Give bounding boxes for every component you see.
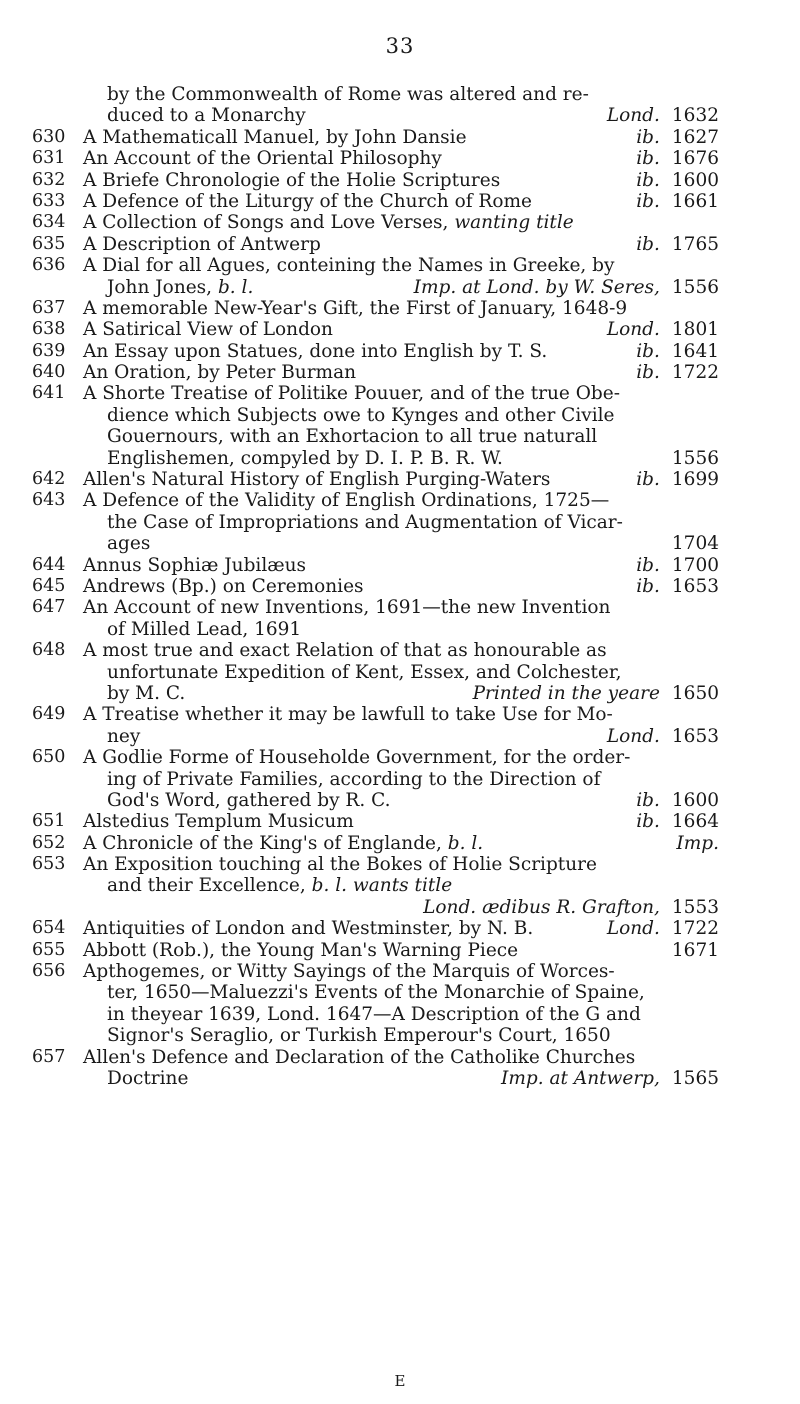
imprint-year: 1722 xyxy=(671,362,719,384)
signature-mark: E xyxy=(394,1372,406,1390)
entry-title-text: ney xyxy=(107,725,141,747)
entry-number: 638 xyxy=(32,319,66,340)
entry-title-text: Allen's Natural History of English Purging-Waters xyxy=(83,469,551,491)
catalogue-entry xyxy=(0,597,800,640)
entry-line xyxy=(0,1047,800,1068)
entry-title-text: Doctrine xyxy=(107,1067,189,1089)
entry-title xyxy=(83,191,532,212)
entry-number: 633 xyxy=(32,190,66,211)
entry-line xyxy=(0,811,800,832)
entry-line xyxy=(0,683,800,704)
imprint-place: ib. xyxy=(636,233,660,255)
entry-title-text: A Shorte Treatise of Politike Pouuer, and of the true Obe- xyxy=(83,383,620,405)
entry-title xyxy=(83,170,500,191)
entry-line xyxy=(0,918,800,939)
catalogue-entry xyxy=(0,170,800,191)
entry-line xyxy=(0,170,800,191)
imprint-year: 1671 xyxy=(671,939,719,961)
imprint-place: ib. xyxy=(636,190,660,212)
entry-line xyxy=(0,982,800,1003)
entry-title-text: and their Excellence, xyxy=(107,875,306,897)
entry-number: 652 xyxy=(32,832,66,853)
entry-imprint xyxy=(423,897,719,918)
entry-imprint xyxy=(636,362,719,383)
imprint-place: ib. xyxy=(636,469,660,491)
entry-title-text: of Milled Lead, 1691 xyxy=(107,618,302,640)
imprint-place: ib. xyxy=(636,789,660,811)
entry-line xyxy=(0,662,800,683)
imprint-year: 1627 xyxy=(671,126,719,148)
entry-title xyxy=(107,512,623,533)
imprint-place: Lond. xyxy=(606,105,660,127)
imprint-year: 1676 xyxy=(671,148,719,170)
entry-title xyxy=(107,1068,188,1089)
entry-line xyxy=(0,833,800,854)
entry-line xyxy=(0,319,800,340)
entry-number: 643 xyxy=(32,490,66,511)
entry-line xyxy=(0,426,800,447)
imprint-year: 1650 xyxy=(671,682,719,704)
imprint-place: Lond. xyxy=(606,319,660,341)
entry-title xyxy=(107,619,301,640)
entry-number: 631 xyxy=(32,148,66,169)
entry-line xyxy=(0,726,800,747)
entry-imprint xyxy=(636,811,719,832)
entry-line xyxy=(0,555,800,576)
entry-title xyxy=(83,747,630,768)
entry-line xyxy=(0,490,800,511)
entry-number: 632 xyxy=(32,169,66,190)
entry-line xyxy=(0,640,800,661)
entry-imprint xyxy=(636,127,719,148)
entry-title-text: A Defence of the Liturgy of the Church of Rome xyxy=(83,190,532,212)
entry-title xyxy=(83,640,607,661)
entry-title-text: An Account of new Inventions, 1691—the new Invention xyxy=(83,597,611,619)
catalogue-entry xyxy=(0,555,800,576)
entry-title xyxy=(107,533,150,554)
entry-title-text: A Collection of Songs and Love Verses, xyxy=(83,212,449,234)
entry-title xyxy=(83,255,614,276)
entry-title xyxy=(107,1025,611,1046)
entry-title xyxy=(83,469,550,490)
entry-title-text: A memorable New-Year's Gift, the First of January, 1648-9 xyxy=(83,297,628,319)
entry-number: 649 xyxy=(32,704,66,725)
entry-number: 636 xyxy=(32,255,66,276)
entry-imprint xyxy=(636,191,719,212)
entry-line xyxy=(0,298,800,319)
entry-number: 648 xyxy=(32,640,66,661)
imprint-year: 1765 xyxy=(671,233,719,255)
entry-number: 655 xyxy=(32,939,66,960)
entry-line xyxy=(0,769,800,790)
entry-line xyxy=(0,961,800,982)
entry-imprint xyxy=(676,833,719,854)
catalogue-entry xyxy=(0,854,800,918)
entry-line xyxy=(0,704,800,725)
entry-line xyxy=(0,597,800,618)
entry-title-text: ter, 1650—Maluezzi's Events of the Monarchie of Spaine, xyxy=(107,982,645,1004)
entry-number: 639 xyxy=(32,340,66,361)
entry-title xyxy=(107,769,600,790)
imprint-year: 1565 xyxy=(671,1067,719,1089)
entry-line xyxy=(0,940,800,961)
imprint-place: Lond. xyxy=(606,918,660,940)
entry-line xyxy=(0,1004,800,1025)
entry-title xyxy=(83,127,467,148)
entry-title-text: Apthogemes, or Witty Sayings of the Marquis of Worces- xyxy=(83,961,615,983)
entry-imprint xyxy=(660,533,719,554)
entry-line xyxy=(0,1025,800,1046)
catalogue-entry xyxy=(0,255,800,298)
entry-line xyxy=(0,448,800,469)
entry-line xyxy=(0,533,800,554)
imprint-place: Imp. xyxy=(676,832,719,854)
imprint-place: ib. xyxy=(636,169,660,191)
imprint-year: 1722 xyxy=(671,918,719,940)
catalogue-entry xyxy=(0,833,800,854)
catalogue-entry xyxy=(0,191,800,212)
catalogue-entry xyxy=(0,747,800,811)
entry-title xyxy=(107,448,503,469)
imprint-place: ib. xyxy=(636,575,660,597)
catalogue-entry xyxy=(0,319,800,340)
entry-number: 640 xyxy=(32,362,66,383)
imprint-year: 1704 xyxy=(671,533,719,555)
entry-title-text: Antiquities of London and Westminster, by N. B. xyxy=(83,918,534,940)
entry-title xyxy=(83,961,615,982)
entry-number: 653 xyxy=(32,854,66,875)
entry-title xyxy=(83,833,483,854)
entry-title xyxy=(107,662,622,683)
entry-title xyxy=(107,982,645,1003)
catalogue-entry xyxy=(0,918,800,939)
entry-title-text: the Case of Impropriations and Augmentation of Vicar- xyxy=(107,511,623,533)
entry-title-text: An Oration, by Peter Burman xyxy=(83,362,357,384)
catalogue-entry xyxy=(0,469,800,490)
entry-line xyxy=(0,234,800,255)
imprint-place: Imp. at Lond. by W. Seres, xyxy=(413,276,660,298)
entry-number: 642 xyxy=(32,469,66,490)
entry-title xyxy=(107,726,140,747)
entry-title xyxy=(83,940,518,961)
imprint-year: 1653 xyxy=(671,725,719,747)
entry-title-text: A Mathematicall Manuel, by John Dansie xyxy=(83,126,467,148)
entry-line xyxy=(0,84,800,105)
entry-title xyxy=(107,1004,641,1025)
catalogue-entry xyxy=(0,362,800,383)
entry-line xyxy=(0,619,800,640)
entry-number: 637 xyxy=(32,297,66,318)
entry-note: b. l. xyxy=(217,276,254,298)
entry-title-text: A Chronicle of the King's of Englande, xyxy=(83,832,442,854)
entry-title-text: A Briefe Chronologie of the Holie Scriptures xyxy=(83,169,501,191)
catalogue-entry xyxy=(0,940,800,961)
entry-imprint xyxy=(636,555,719,576)
entry-imprint xyxy=(473,683,719,704)
entry-line xyxy=(0,854,800,875)
imprint-year: 1632 xyxy=(671,105,719,127)
entry-line xyxy=(0,875,800,896)
entry-imprint xyxy=(636,341,719,362)
entry-line xyxy=(0,897,800,918)
entry-title-text: Annus Sophiæ Jubilæus xyxy=(83,554,307,576)
catalogue-entry xyxy=(0,704,800,747)
entry-title-text: by M. C. xyxy=(107,682,186,704)
entry-title xyxy=(107,875,452,896)
entry-line xyxy=(0,469,800,490)
entry-title xyxy=(83,148,442,169)
entry-title-text: in theyear 1639, Lond. 1647—A Description of the G and xyxy=(107,1003,641,1025)
entry-number: 630 xyxy=(32,126,66,147)
entry-title-text: A Treatise whether it may be lawfull to take Use for Mo- xyxy=(83,704,613,726)
entry-title-text: God's Word, gathered by R. C. xyxy=(107,789,391,811)
entry-title-text: by the Commonwealth of Rome was altered and re- xyxy=(107,84,589,105)
imprint-place: ib. xyxy=(636,148,660,170)
imprint-place: ib. xyxy=(636,554,660,576)
entry-title-text: ages xyxy=(107,533,151,555)
entry-title xyxy=(83,576,364,597)
entry-title xyxy=(83,319,333,340)
entry-title xyxy=(107,405,614,426)
entry-line xyxy=(0,255,800,276)
entry-line xyxy=(0,383,800,404)
entry-title-text: A Defence of the Validity of English Ordinations, 1725— xyxy=(83,490,610,512)
entry-imprint xyxy=(636,148,719,169)
entry-title-text: Abbott (Rob.), the Young Man's Warning Piece xyxy=(83,939,519,961)
entry-title-text: Gouernours, with an Exhortacion to all true naturall xyxy=(107,426,598,448)
imprint-year: 1664 xyxy=(671,811,719,833)
entry-title xyxy=(83,918,533,939)
imprint-year: 1641 xyxy=(671,340,719,362)
catalogue-entry xyxy=(0,640,800,704)
entry-title-text: Andrews (Bp.) on Ceremonies xyxy=(83,575,364,597)
entry-line xyxy=(0,148,800,169)
entry-title xyxy=(107,105,306,126)
entry-number: 656 xyxy=(32,961,66,982)
catalogue-entry xyxy=(0,127,800,148)
entry-title xyxy=(107,426,597,447)
entry-number: 641 xyxy=(32,383,66,404)
catalogue-entry xyxy=(0,383,800,469)
entry-imprint xyxy=(636,170,719,191)
imprint-place: Lond. ædibus R. Grafton, xyxy=(423,896,660,918)
entry-number: 644 xyxy=(32,554,66,575)
imprint-place: ib. xyxy=(636,126,660,148)
catalogue-entry xyxy=(0,84,800,127)
entry-title xyxy=(83,597,610,618)
entry-line xyxy=(0,277,800,298)
entry-line xyxy=(0,405,800,426)
entry-title xyxy=(83,298,627,319)
entry-line xyxy=(0,105,800,126)
entry-note: b. l. wants title xyxy=(311,875,453,897)
imprint-year: 1653 xyxy=(671,575,719,597)
imprint-place: ib. xyxy=(636,340,660,362)
entry-line xyxy=(0,341,800,362)
entry-title-text: Englishemen, compyled by D. I. P. B. R. W. xyxy=(107,447,503,469)
entry-title-text: A Godlie Forme of Householde Government, for the order- xyxy=(83,747,631,769)
entry-title xyxy=(83,811,354,832)
entry-number: 657 xyxy=(32,1046,66,1067)
entry-line xyxy=(0,747,800,768)
entry-imprint xyxy=(607,726,719,747)
entry-imprint xyxy=(414,277,719,298)
entry-title xyxy=(83,234,321,255)
catalogue-entry xyxy=(0,234,800,255)
entry-title xyxy=(83,362,356,383)
entry-line xyxy=(0,576,800,597)
entry-title xyxy=(83,555,306,576)
imprint-year: 1600 xyxy=(671,169,719,191)
entry-title-text: A Dial for all Agues, conteining the Names in Greeke, by xyxy=(83,255,615,277)
catalogue-entry xyxy=(0,490,800,554)
entry-title-text: Allen's Defence and Declaration of the Catholike Churches xyxy=(83,1046,636,1068)
entry-imprint xyxy=(660,448,719,469)
entry-line xyxy=(0,212,800,233)
entry-title xyxy=(83,704,613,725)
entry-line xyxy=(0,1068,800,1089)
entry-title xyxy=(83,1047,635,1068)
entry-number: 635 xyxy=(32,233,66,254)
catalogue-entry xyxy=(0,811,800,832)
imprint-place: Lond. xyxy=(606,725,660,747)
imprint-year: 1600 xyxy=(671,789,719,811)
entry-title xyxy=(83,341,547,362)
entry-title-text: Signor's Seraglio, or Turkish Emperour's Court, 1650 xyxy=(107,1025,611,1047)
entry-number: 647 xyxy=(32,597,66,618)
entry-line xyxy=(0,127,800,148)
catalogue-entry xyxy=(0,1047,800,1090)
entry-title xyxy=(83,854,597,875)
entry-line xyxy=(0,191,800,212)
imprint-place: Imp. at Antwerp, xyxy=(501,1067,660,1089)
entry-title xyxy=(107,790,391,811)
entry-number: 645 xyxy=(32,575,66,596)
imprint-year: 1553 xyxy=(671,896,719,918)
page-number: 33 xyxy=(385,34,415,58)
entry-title-text: A Satirical View of London xyxy=(83,319,333,341)
imprint-place: ib. xyxy=(636,811,660,833)
entry-title-text: An Account of the Oriental Philosophy xyxy=(83,148,442,170)
entry-title-text: ing of Private Families, according to the Direction of xyxy=(107,768,601,790)
imprint-place: ib. xyxy=(636,362,660,384)
entry-title-text: duced to a Monarchy xyxy=(107,105,306,127)
entry-title-text: A most true and exact Relation of that as honourable as xyxy=(83,640,607,662)
entry-title xyxy=(107,84,589,105)
entry-note: wanting title xyxy=(454,212,574,234)
catalogue-entry xyxy=(0,576,800,597)
imprint-year: 1700 xyxy=(671,554,719,576)
entry-imprint xyxy=(607,918,719,939)
entry-line xyxy=(0,362,800,383)
entry-imprint xyxy=(636,234,719,255)
entry-note: b. l. xyxy=(447,832,484,854)
entry-imprint xyxy=(636,576,719,597)
entry-title xyxy=(83,212,574,233)
entry-number: 650 xyxy=(32,747,66,768)
catalogue-entry xyxy=(0,148,800,169)
entry-title-text: A Description of Antwerp xyxy=(83,233,321,255)
entry-number: 654 xyxy=(32,918,66,939)
entry-title xyxy=(107,277,253,298)
entry-imprint xyxy=(607,105,719,126)
entry-title-text: unfortunate Expedition of Kent, Essex, and Colchester, xyxy=(107,661,622,683)
entry-line xyxy=(0,512,800,533)
entry-title-text: John Jones, xyxy=(107,276,213,298)
entry-imprint xyxy=(501,1068,719,1089)
catalogue-entry xyxy=(0,961,800,1047)
catalogue-entry xyxy=(0,298,800,319)
entry-number: 634 xyxy=(32,212,66,233)
entry-title-text: An Exposition touching al the Bokes of Holie Scripture xyxy=(83,854,597,876)
entry-imprint xyxy=(607,319,719,340)
imprint-year: 1556 xyxy=(671,276,719,298)
entry-title-text: Alstedius Templum Musicum xyxy=(83,811,354,833)
imprint-year: 1556 xyxy=(671,447,719,469)
catalogue-entry xyxy=(0,212,800,233)
entry-title xyxy=(83,490,609,511)
catalogue-entry xyxy=(0,341,800,362)
entry-title-text: An Essay upon Statues, done into English by T. S. xyxy=(83,340,548,362)
entry-imprint xyxy=(636,469,719,490)
entry-imprint xyxy=(660,940,719,961)
catalogue-entries xyxy=(0,84,800,1089)
imprint-year: 1699 xyxy=(671,469,719,491)
entry-title xyxy=(107,683,185,704)
entry-line xyxy=(0,790,800,811)
entry-title xyxy=(83,383,620,404)
imprint-year: 1801 xyxy=(671,319,719,341)
entry-number: 651 xyxy=(32,811,66,832)
entry-title-text: dience which Subjects owe to Kynges and other Civile xyxy=(107,404,615,426)
entry-imprint xyxy=(636,790,719,811)
imprint-year: 1661 xyxy=(671,190,719,212)
imprint-place: Printed in the yeare xyxy=(472,682,660,704)
